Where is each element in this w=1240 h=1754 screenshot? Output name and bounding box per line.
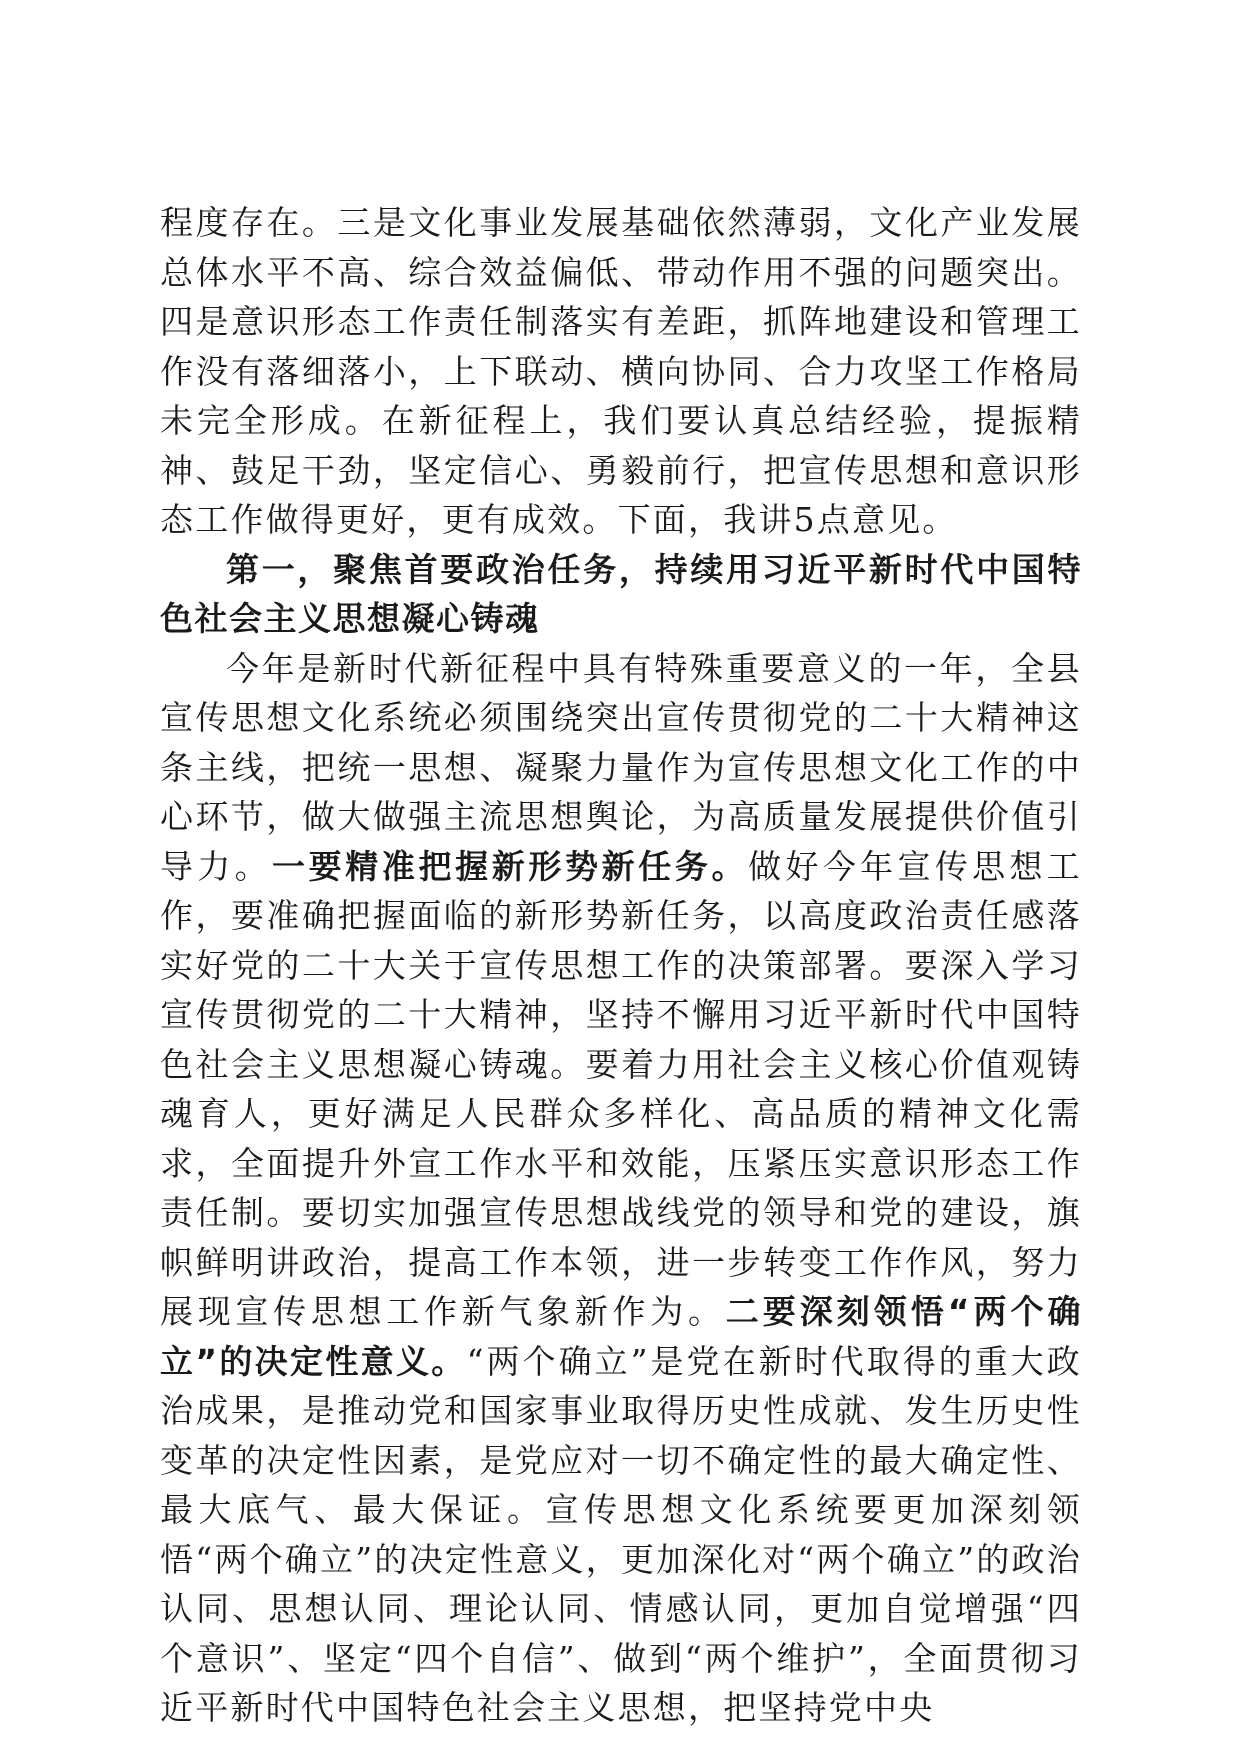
section-heading: 第一，聚焦首要政治任务，持续用习近平新时代中国特色社会主义思想凝心铸魂 [160,549,1082,638]
document-page [160,198,1082,1733]
paragraph-intro: 今年是新时代新征程中具有特殊重要意义的一年，全县宣传思想文化系统必须围绕突出宣传贯彻党的二十大精神这条主线，把统一思想、凝聚力量作为宣传思想文化工作的中心环节，做大做强主流思想舆论，为高质量发展提供价值引导力。 [160,648,1082,886]
point-1-body: 做好今年宣传思想工作，要准确把握面临的新形势新任务，以高度政治责任感落实好党的二十大关于宣传思想工作的决策部署。要深入学习宣传贯彻党的二十大精神，坚持不懈用习近平新时代中国特色社会主义思想凝心铸魂。要着力用社会主义核心价值观铸魂育人，更好满足人民群众多样化、高品质的精神文化需求，全面提升外宣工作水平和效能，压紧压实意识形态工作责任制。要切实加强宣传思想战线党的领导和党的建设，旗帜鲜明讲政治，提高工作本领，进一步转变工作作风，努力展现宣传思想工作新气象新作为。 [160,846,1082,1331]
point-2-title: 二要深刻领悟“两个确立”的决定性意义。 [160,1292,1082,1381]
point-1-title: 一要精准把握新形势新任务。 [272,846,749,886]
point-2-body: “两个确立”是党在新时代取得的重大政治成果，是推动党和国家事业取得历史性成就、发生历史性变革的决定性因素，是党应对一切不确定性的最大确定性、最大底气、最大保证。宣传思想文化系统要更加深刻领悟“两个确立”的决定性意义，更加深化对“两个确立”的政治认同、思想认同、理论认同、情感认同，更加自觉增强“四个意识”、坚定“四个自信”、做到“两个维护”，全面贯彻习近平新时代中国特色社会主义思想，把坚持党中央 [160,1341,1082,1727]
body-paragraph-continued: 程度存在。三是文化事业发展基础依然薄弱，文化产业发展总体水平不高、综合效益偏低、带动作用不强的问题突出。四是意识形态工作责任制落实有差距，抓阵地建设和管理工作没有落细落小，上下联动、横向协同、合力攻坚工作格局未完全形成。在新征程上，我们要认真总结经验，提振精神、鼓足干劲，坚定信心、勇毅前行，把宣传思想和意识形态工作做得更好，更有成效。下面，我讲5点意见。 [160,203,1082,539]
body-paragraph [160,644,1082,1733]
